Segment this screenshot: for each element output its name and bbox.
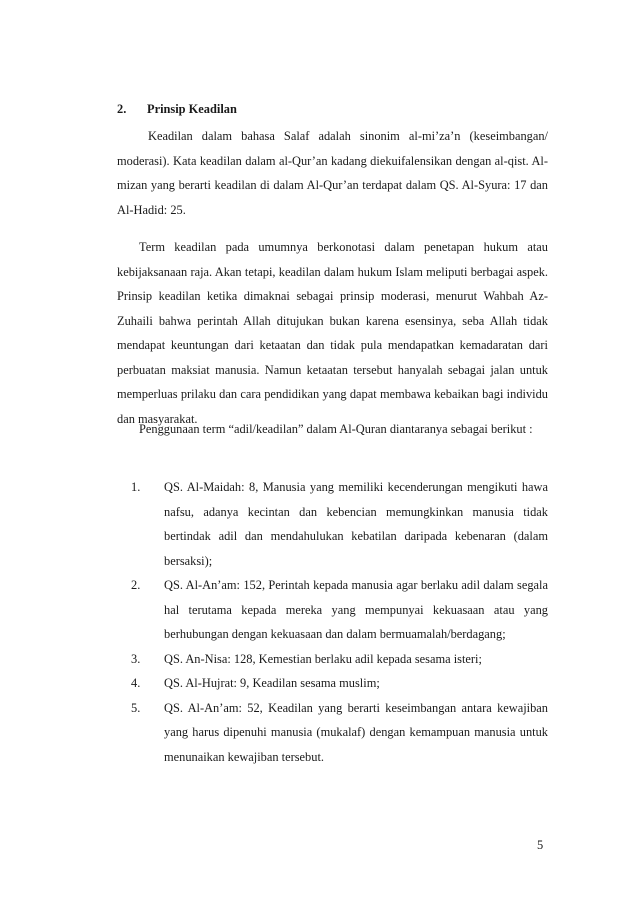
section-number: 2.: [117, 102, 127, 116]
list-item-number: 1.: [131, 480, 141, 494]
list-item-text: QS. Al-An’am: 152, Perintah kepada manusia agar berlaku adil dalam segala hal terutama kepada mereka yang mempunyai kekuasaan atau yang berhubungan dengan kekuasaan dan dalam bermuamalah/berdagang;: [164, 578, 548, 641]
page-number: 5: [537, 838, 544, 852]
list-item-number: 3.: [131, 651, 141, 666]
section-heading: [117, 99, 237, 119]
list-item-text: QS. Al-An’am: 52, Keadilan yang berarti keseimbangan antara kewajiban yang harus dipenuhi manusia (mukalaf) dengan kemampuan manusia untuk menunaikan kewajiban tersebut.: [164, 700, 548, 764]
list-item-number: 5.: [131, 700, 141, 715]
section-title: Prinsip Keadilan: [147, 102, 237, 116]
list-item: [117, 573, 548, 647]
list-item: [117, 671, 548, 696]
paragraph-definition: Keadilan dalam bahasa Salaf adalah sinonim al-mi’za’n (keseimbangan/ moderasi). Kata keadilan dalam al-Qur’an kadang diekuifalensikan dengan al-qist. Al-mizan yang berarti keadilan di dalam Al-Qur’an terdapat dalam QS. Al-Syura: 17 dan Al-Hadid: 25.: [117, 129, 548, 217]
quran-reference-list: [117, 475, 548, 769]
list-item-text: QS. Al-Maidah: 8, Manusia yang memiliki kecenderungan mengikuti hawa nafsu, adanya kecintan dan kebencian memungkinkan manusia tidak bertindak adil dan mendahulukan kebatilan daripada kebenaran (dalam bersaksi);: [164, 480, 548, 568]
paragraph-term: Term keadilan pada umumnya berkonotasi dalam penetapan hukum atau kebijaksanaan raja. Akan tetapi, keadilan dalam hukum Islam meliputi berbagai aspek. Prinsip keadilan ketika dimaknai sebagai prinsip moderasi, menurut Wahbah Az-Zuhaili bahwa perintah Allah ditujukan bukan karena esensinya, seba Allah tidak mendapat keuntungan dari ketaatan dan tidak pula mendapatkan kemadaratan dari perbuatan maksiat manusia. Namun ketaatan tersebut hanyalah sebagai jalan untuk memperluas prilaku dan cara pendidikan yang dapat membawa kebaikan bagi individu dan masyarakat.: [117, 240, 548, 426]
list-item: [117, 647, 548, 672]
list-item: [117, 475, 548, 573]
list-item-text: QS. An-Nisa: 128, Kemestian berlaku adil kepada sesama isteri;: [164, 651, 482, 666]
paragraph-usage-intro: Penggunaan term “adil/keadilan” dalam Al-Quran diantaranya sebagai berikut :: [139, 422, 533, 436]
list-item-text: QS. Al-Hujrat: 9, Keadilan sesama muslim;: [164, 676, 380, 690]
list-item-number: 2.: [131, 578, 141, 592]
list-item: [117, 696, 548, 770]
list-item-number: 4.: [131, 676, 141, 690]
